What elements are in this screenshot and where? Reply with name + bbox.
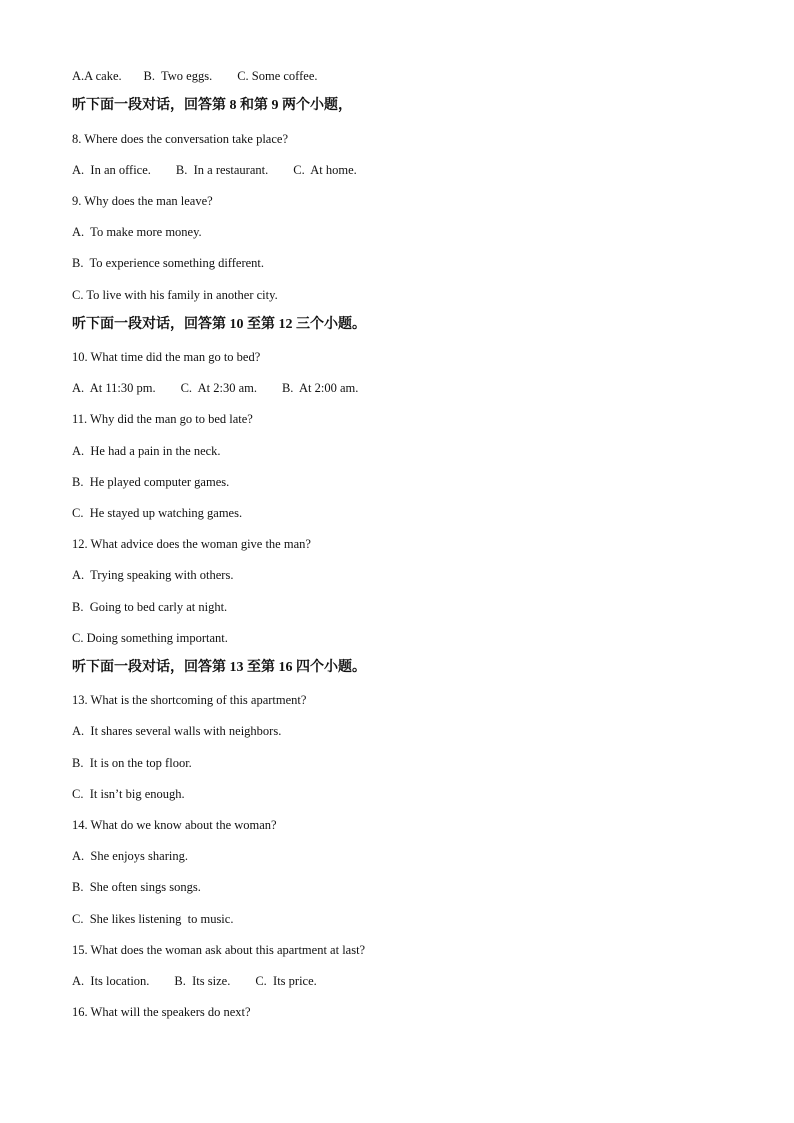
- question-14: 14. What do we know about the woman?: [72, 818, 277, 832]
- question-16: 16. What will the speakers do next?: [72, 1005, 251, 1019]
- option-line-q8: A. In an office. B. In a restaurant. C. At home.: [72, 163, 357, 177]
- section-heading-q13-16: 听下面一段对话，回答第 13 至第 16 四个小题。: [72, 660, 366, 675]
- question-10: 10. What time did the man go to bed?: [72, 350, 261, 364]
- question-9: 9. Why does the man leave?: [72, 194, 213, 208]
- option-q11-a: A. He had a pain in the neck.: [72, 444, 221, 458]
- question-12: 12. What advice does the woman give the man?: [72, 537, 311, 551]
- question-13: 13. What is the shortcoming of this apartment?: [72, 693, 307, 707]
- option-q14-a: A. She enjoys sharing.: [72, 849, 188, 863]
- option-q9-c: C. To live with his family in another city.: [72, 288, 278, 302]
- option-q13-a: A. It shares several walls with neighbors.: [72, 724, 282, 738]
- option-q11-c: C. He stayed up watching games.: [72, 506, 243, 520]
- option-q14-b: B. She often sings songs.: [72, 880, 201, 894]
- option-q11-b: B. He played computer games.: [72, 475, 230, 489]
- option-q9-a: A. To make more money.: [72, 225, 202, 239]
- question-8: 8. Where does the conversation take place?: [72, 132, 288, 146]
- question-15: 15. What does the woman ask about this apartment at last?: [72, 943, 366, 957]
- option-q12-c: C. Doing something important.: [72, 631, 228, 645]
- option-q13-c: C. It isn’t big enough.: [72, 787, 185, 801]
- option-q9-b: B. To experience something different.: [72, 256, 265, 270]
- section-heading-q8-9: 听下面一段对话，回答第 8 和第 9 两个小题，: [72, 98, 352, 113]
- section-heading-q10-12: 听下面一段对话，回答第 10 至第 12 三个小题。: [72, 317, 366, 332]
- option-q13-b: B. It is on the top floor.: [72, 756, 192, 770]
- option-line-q15: A. Its location. B. Its size. C. Its price.: [72, 974, 317, 988]
- option-q14-c: C. She likes listening to music.: [72, 912, 234, 926]
- option-q12-b: B. Going to bed carly at night.: [72, 600, 228, 614]
- option-q12-a: A. Trying speaking with others.: [72, 568, 234, 582]
- question-11: 11. Why did the man go to bed late?: [72, 412, 253, 426]
- option-line-q10: A. At 11:30 pm. C. At 2:30 am. B. At 2:00 am.: [72, 381, 359, 395]
- option-line-q7: A.A cake. B. Two eggs. C. Some coffee.: [72, 69, 318, 83]
